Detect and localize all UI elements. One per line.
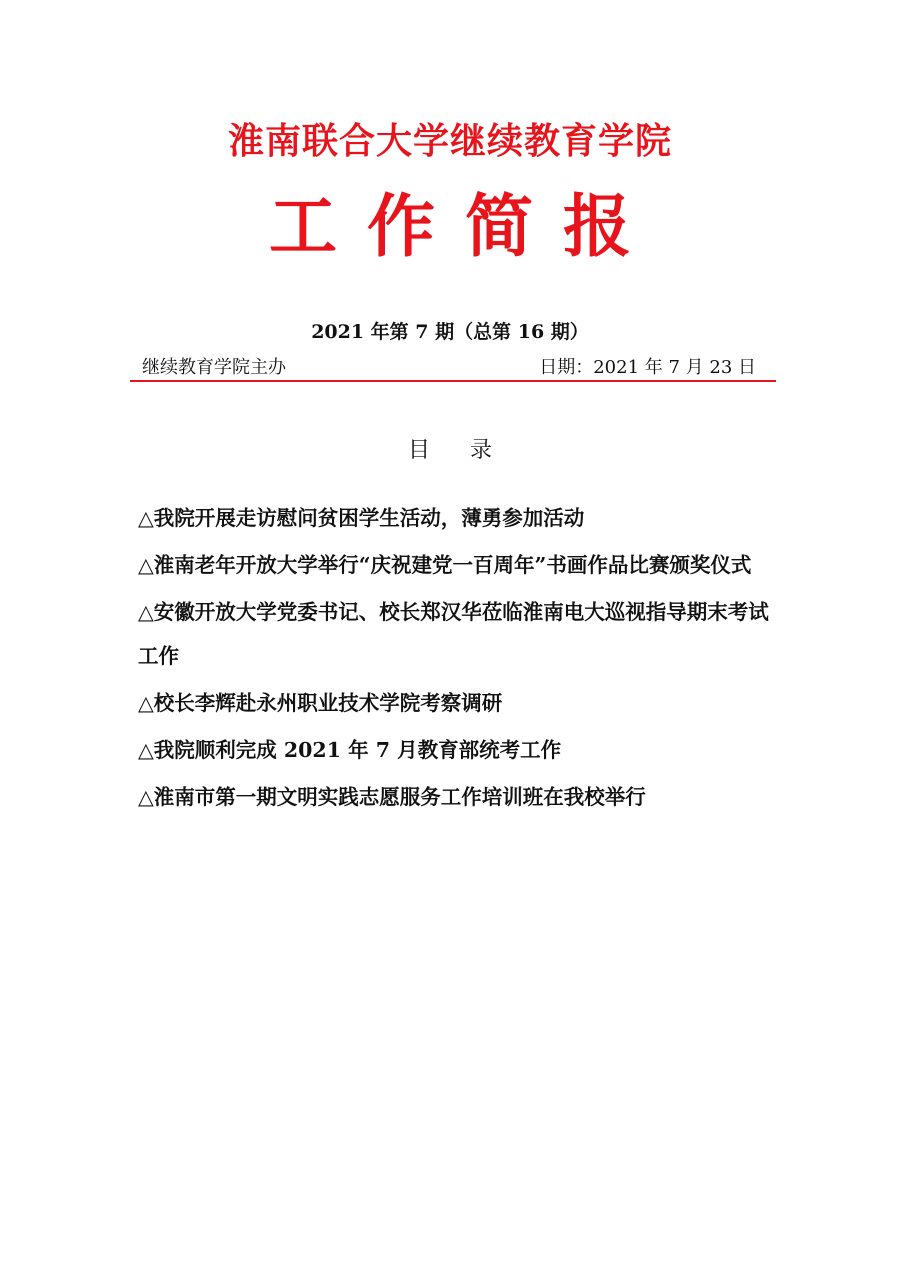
triangle-marker-icon: △ [138, 785, 154, 809]
toc-item-text: 安徽开放大学党委书记、校长郑汉华莅临淮南电大巡视指导期末考试工作 [138, 600, 769, 668]
toc-item-text: 淮南老年开放大学举行“庆祝建党一百周年”书画作品比赛颁奖仪式 [153, 553, 752, 577]
toc-item-text: 淮南市第一期文明实践志愿服务工作培训班在我校举行 [153, 785, 646, 809]
issue-number: 2021 年第 7 期（总第 16 期） [311, 321, 589, 343]
toc-item-text: 我院顺利完成 2021 年 7 月教育部统考工作 [153, 738, 562, 762]
toc-item [138, 543, 778, 587]
toc-item-text: 校长李辉赴永州职业技术学院考察调研 [153, 691, 503, 715]
bulletin-title: 工作简报 [268, 188, 661, 267]
triangle-marker-icon: △ [138, 553, 154, 577]
toc-item [138, 775, 778, 819]
triangle-marker-icon: △ [138, 600, 154, 624]
toc-heading: 目录 [407, 438, 532, 463]
sponsor-label: 继续教育学院主办 [142, 357, 286, 378]
meta-row [142, 354, 756, 382]
triangle-marker-icon: △ [138, 691, 154, 715]
table-of-contents [138, 496, 778, 822]
triangle-marker-icon: △ [138, 738, 154, 762]
toc-item [138, 728, 778, 772]
toc-item [138, 681, 778, 725]
toc-item-text: 我院开展走访慰问贫困学生活动，薄勇参加活动 [153, 506, 585, 530]
issue-date: 日期：2021 年 7 月 23 日 [539, 357, 756, 378]
triangle-marker-icon: △ [138, 506, 154, 530]
organization-title: 淮南联合大学继续教育学院 [227, 121, 672, 162]
red-divider [130, 380, 776, 382]
toc-item [138, 496, 778, 540]
toc-item [138, 590, 778, 678]
